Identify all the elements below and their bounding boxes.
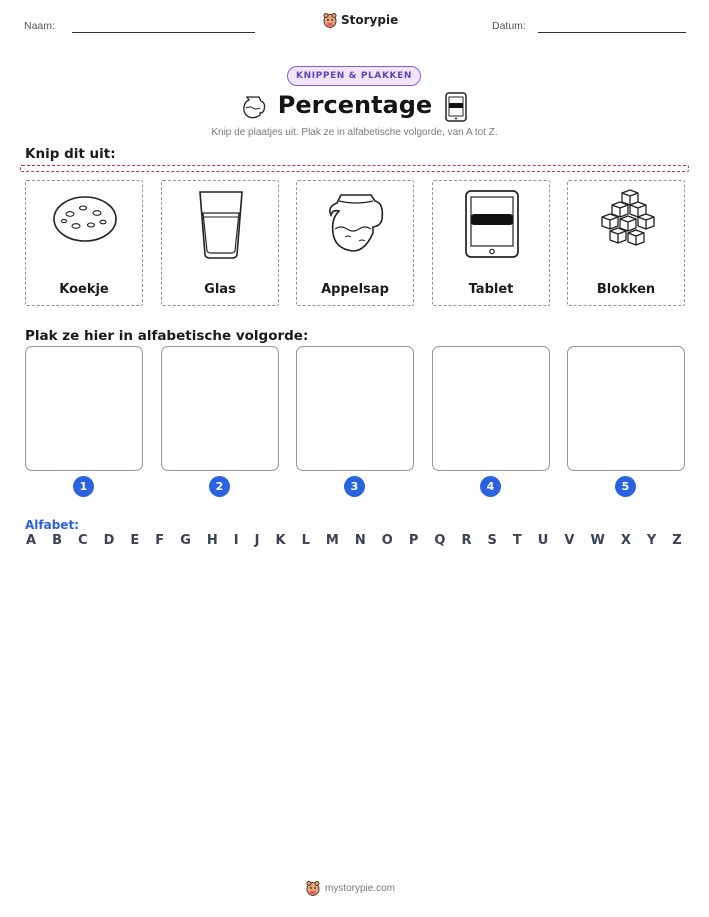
instructions: Knip de plaatjes uit. Plak ze in alfabetische volgorde, van A tot Z. (211, 127, 498, 138)
alphabet-letter: X (620, 533, 631, 548)
tablet-icon (443, 91, 469, 123)
footer (306, 880, 395, 896)
cut-card-blokken[interactable] (567, 180, 685, 306)
paste-section-title: Plak ze hier in alfabetische volgorde: (25, 328, 309, 344)
cut-card-koekje[interactable] (25, 180, 143, 306)
number-badge: 2 (209, 476, 230, 497)
name-label: Naam: (24, 20, 55, 32)
activity-tag: KNIPPEN & PLAKKEN (287, 66, 421, 86)
alphabet-title: Alfabet: (25, 518, 79, 532)
alphabet-letter: A (26, 533, 37, 548)
date-line (538, 32, 686, 33)
paste-box-4[interactable] (432, 346, 550, 471)
page-title: Percentage (277, 91, 433, 119)
mascot-icon (306, 880, 320, 896)
brand-logo (323, 12, 398, 28)
alphabet-letter: O (381, 533, 393, 548)
card-label: Tablet (468, 282, 514, 297)
alphabet-letter: T (512, 533, 522, 548)
name-line (72, 32, 255, 33)
alphabet-letter: C (78, 533, 88, 548)
alphabet-letter: S (487, 533, 497, 548)
number-badge: 4 (480, 476, 501, 497)
number-badge: 3 (344, 476, 365, 497)
number-badge: 1 (73, 476, 94, 497)
cookie-icon (50, 189, 120, 251)
number-badge: 5 (615, 476, 636, 497)
alphabet-letter: G (180, 533, 191, 548)
alphabet-letter: Y (646, 533, 657, 548)
cut-line (20, 165, 689, 172)
alphabet-letter: H (206, 533, 218, 548)
jug-icon (321, 189, 391, 255)
brand-name: Storypie (341, 13, 399, 27)
alphabet-letter: K (275, 533, 286, 548)
tablet-icon (457, 189, 527, 261)
card-label: Koekje (59, 282, 109, 297)
alphabet-letter: I (233, 533, 239, 548)
blocks-icon (592, 189, 662, 251)
alphabet-letter: B (52, 533, 62, 548)
alphabet-letter: L (301, 533, 310, 548)
alphabet-letter: W (590, 533, 605, 548)
glass-icon (186, 189, 256, 261)
alphabet-letter: M (325, 533, 339, 548)
alphabet-letter: Z (672, 533, 682, 548)
alphabet-letter: P (408, 533, 419, 548)
alphabet-letter: U (537, 533, 549, 548)
footer-url[interactable]: mystorypie.com (325, 882, 396, 894)
alphabet-letter: Q (434, 533, 446, 548)
card-label: Blokken (596, 282, 656, 297)
alphabet-letter: N (354, 533, 366, 548)
card-label: Appelsap (321, 282, 389, 297)
paste-box-1[interactable] (25, 346, 143, 471)
alphabet-row (26, 533, 682, 548)
paste-box-5[interactable] (567, 346, 685, 471)
alphabet-letter: R (461, 533, 472, 548)
paste-box-2[interactable] (161, 346, 279, 471)
jug-icon (240, 93, 270, 121)
date-label: Datum: (492, 20, 526, 32)
alphabet-letter: D (103, 533, 115, 548)
cut-card-tablet[interactable] (432, 180, 550, 306)
card-label: Glas (204, 282, 236, 297)
cut-card-appelsap[interactable] (296, 180, 414, 306)
alphabet-letter: F (155, 533, 165, 548)
cut-card-glas[interactable] (161, 180, 279, 306)
alphabet-letter: V (564, 533, 575, 548)
alphabet-letter: E (130, 533, 140, 548)
paste-box-3[interactable] (296, 346, 414, 471)
cut-section-title: Knip dit uit: (25, 146, 116, 162)
alphabet-letter: J (254, 533, 260, 548)
mascot-icon (323, 12, 337, 28)
